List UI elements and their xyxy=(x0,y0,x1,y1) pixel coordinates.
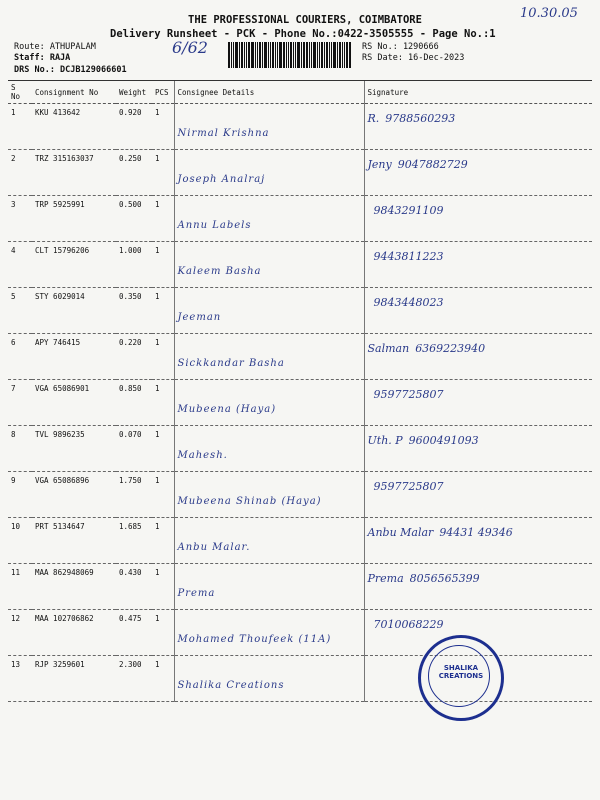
row-weight: 1.000 xyxy=(116,242,152,288)
row-consignee: Anbu Malar. xyxy=(177,542,251,553)
row-pcs: 1 xyxy=(152,564,174,610)
row-phone: 8056565399 xyxy=(409,572,480,585)
row-consignee: Jeeman xyxy=(177,312,222,323)
row-weight: 2.300 xyxy=(116,656,152,702)
row-sno: 1 xyxy=(8,104,32,150)
row-consignment: VGA 65086896 xyxy=(32,472,116,518)
row-consignee-cell xyxy=(174,242,364,288)
col-weight: Weight xyxy=(116,81,152,104)
row-weight: 0.430 xyxy=(116,564,152,610)
row-signature-cell xyxy=(364,518,592,564)
row-consignee-cell xyxy=(174,518,364,564)
count-stamp: 6/62 xyxy=(172,38,208,57)
table-row xyxy=(8,196,592,242)
row-signature xyxy=(368,250,590,263)
row-pcs: 1 xyxy=(152,288,174,334)
row-consignment: CLT 15796206 xyxy=(32,242,116,288)
row-weight: 0.850 xyxy=(116,380,152,426)
row-consignee: Kaleem Basha xyxy=(177,266,262,277)
row-consignment: TRZ 315163037 xyxy=(32,150,116,196)
row-weight: 0.250 xyxy=(116,150,152,196)
row-consignee-cell xyxy=(174,610,364,656)
row-sno: 11 xyxy=(8,564,32,610)
row-pcs: 1 xyxy=(152,656,174,702)
rs-number: RS No.: 1290666 xyxy=(362,42,439,52)
row-consignee-cell xyxy=(174,196,364,242)
col-consignee: Consignee Details xyxy=(174,81,364,104)
row-signature xyxy=(368,296,590,309)
row-pcs: 1 xyxy=(152,426,174,472)
row-pcs: 1 xyxy=(152,150,174,196)
row-signature xyxy=(368,112,590,125)
row-signature-cell xyxy=(364,334,592,380)
table-row xyxy=(8,426,592,472)
row-sno: 2 xyxy=(8,150,32,196)
row-pcs: 1 xyxy=(152,334,174,380)
row-phone: 9047882729 xyxy=(397,158,468,171)
row-phone: 9600491093 xyxy=(408,434,479,447)
row-signature-cell xyxy=(364,242,592,288)
row-phone: 9443811223 xyxy=(373,250,444,263)
rs-date: RS Date: 16-Dec-2023 xyxy=(362,53,465,63)
row-phone: 9843448023 xyxy=(373,296,444,309)
row-sno: 4 xyxy=(8,242,32,288)
row-signature-cell xyxy=(364,104,592,150)
staff-label: Staff: RAJA xyxy=(14,53,71,63)
table-row xyxy=(8,380,592,426)
row-sno: 8 xyxy=(8,426,32,472)
row-signature xyxy=(368,204,590,217)
row-weight: 0.070 xyxy=(116,426,152,472)
row-weight: 1.685 xyxy=(116,518,152,564)
row-signature-name: Anbu Malar xyxy=(367,526,434,539)
table-row xyxy=(8,472,592,518)
row-phone: 9843291109 xyxy=(373,204,444,217)
corner-note: 10.30.05 xyxy=(520,6,578,21)
table-row xyxy=(8,150,592,196)
row-signature xyxy=(368,434,590,447)
row-weight: 0.500 xyxy=(116,196,152,242)
row-pcs: 1 xyxy=(152,242,174,288)
row-consignee: Shalika Creations xyxy=(177,680,285,691)
row-consignment: APY 746415 xyxy=(32,334,116,380)
row-signature-cell xyxy=(364,564,592,610)
table-row xyxy=(8,288,592,334)
row-consignee: Mohamed Thoufeek (11A) xyxy=(177,634,332,645)
row-pcs: 1 xyxy=(152,380,174,426)
row-pcs: 1 xyxy=(152,518,174,564)
row-consignment: KKU 413642 xyxy=(32,104,116,150)
row-signature-name: Uth. P xyxy=(367,434,403,447)
row-consignee: Prema xyxy=(177,588,216,599)
row-consignee: Mubeena Shinab (Haya) xyxy=(177,496,322,507)
table-row xyxy=(8,610,592,656)
table-row xyxy=(8,242,592,288)
row-signature-cell xyxy=(364,380,592,426)
row-phone: 94431 49346 xyxy=(439,526,513,539)
row-signature-name: Salman xyxy=(367,342,410,355)
row-consignee: Nirmal Krishna xyxy=(177,128,270,139)
row-sno: 12 xyxy=(8,610,32,656)
col-signature: Signature xyxy=(364,81,592,104)
row-signature-name: Jeny xyxy=(367,158,392,171)
row-signature-cell xyxy=(364,472,592,518)
row-consignee-cell xyxy=(174,564,364,610)
row-signature-cell xyxy=(364,426,592,472)
row-consignment: STY 6029014 xyxy=(32,288,116,334)
table-header-row xyxy=(8,81,592,104)
row-consignment: TRP 5925991 xyxy=(32,196,116,242)
row-phone: 7010068229 xyxy=(373,618,444,631)
seal-text: SHALIKA CREATIONS xyxy=(438,664,484,680)
row-signature-name: R. xyxy=(367,112,380,125)
row-consignee-cell xyxy=(174,150,364,196)
row-pcs: 1 xyxy=(152,104,174,150)
row-consignee-cell xyxy=(174,656,364,702)
col-sno: S No xyxy=(8,81,32,104)
row-consignee: Annu Labels xyxy=(177,220,252,231)
drs-label: DRS No.: DCJB129066601 xyxy=(14,65,127,75)
table-row xyxy=(8,656,592,702)
row-pcs: 1 xyxy=(152,196,174,242)
row-consignee-cell xyxy=(174,472,364,518)
table-row xyxy=(8,104,592,150)
row-consignment: PRT 5134647 xyxy=(32,518,116,564)
row-signature-cell xyxy=(364,150,592,196)
row-sno: 7 xyxy=(8,380,32,426)
row-signature xyxy=(368,158,590,171)
row-weight: 0.350 xyxy=(116,288,152,334)
page-subtitle: Delivery Runsheet - PCK - Phone No.:0422-3505555 - Page No.:1 xyxy=(110,28,496,40)
row-pcs: 1 xyxy=(152,610,174,656)
row-weight: 1.750 xyxy=(116,472,152,518)
row-consignee: Mubeena (Haya) xyxy=(177,404,277,415)
row-signature xyxy=(368,526,590,539)
row-signature xyxy=(368,618,590,631)
row-signature-cell xyxy=(364,288,592,334)
row-weight: 0.220 xyxy=(116,334,152,380)
route-label: Route: ATHUPALAM xyxy=(14,42,96,52)
row-sno: 9 xyxy=(8,472,32,518)
row-phone: 6369223940 xyxy=(415,342,486,355)
row-weight: 0.475 xyxy=(116,610,152,656)
col-consignment: Consignment No xyxy=(32,81,116,104)
row-phone: 9597725807 xyxy=(373,480,444,493)
row-consignment: VGA 65086901 xyxy=(32,380,116,426)
row-consignment: MAA 102706862 xyxy=(32,610,116,656)
col-pcs: PCS xyxy=(152,81,174,104)
row-sno: 3 xyxy=(8,196,32,242)
row-consignee: Mahesh. xyxy=(177,450,228,461)
row-sno: 6 xyxy=(8,334,32,380)
row-consignee-cell xyxy=(174,288,364,334)
row-phone: 9597725807 xyxy=(373,388,444,401)
table-row xyxy=(8,518,592,564)
row-consignment: RJP 3259601 xyxy=(32,656,116,702)
row-consignee: Sickkandar Basha xyxy=(177,358,285,369)
row-consignment: MAA 862948069 xyxy=(32,564,116,610)
row-consignee-cell xyxy=(174,334,364,380)
row-signature xyxy=(368,342,590,355)
company-seal xyxy=(418,635,504,721)
row-consignee-cell xyxy=(174,104,364,150)
table-row xyxy=(8,564,592,610)
row-signature xyxy=(368,572,590,585)
barcode xyxy=(228,42,356,68)
row-weight: 0.920 xyxy=(116,104,152,150)
row-pcs: 1 xyxy=(152,472,174,518)
row-signature xyxy=(368,480,590,493)
row-signature-name: Prema xyxy=(367,572,404,585)
row-signature-cell xyxy=(364,196,592,242)
runsheet-table xyxy=(8,80,592,702)
row-consignee: Joseph Analraj xyxy=(177,174,266,185)
row-sno: 5 xyxy=(8,288,32,334)
table-row xyxy=(8,334,592,380)
row-consignee-cell xyxy=(174,426,364,472)
row-consignee-cell xyxy=(174,380,364,426)
row-signature xyxy=(368,388,590,401)
page-title: THE PROFESSIONAL COURIERS, COIMBATORE xyxy=(188,14,422,26)
row-sno: 10 xyxy=(8,518,32,564)
row-sno: 13 xyxy=(8,656,32,702)
row-phone: 9788560293 xyxy=(385,112,456,125)
row-consignment: TVL 9896235 xyxy=(32,426,116,472)
